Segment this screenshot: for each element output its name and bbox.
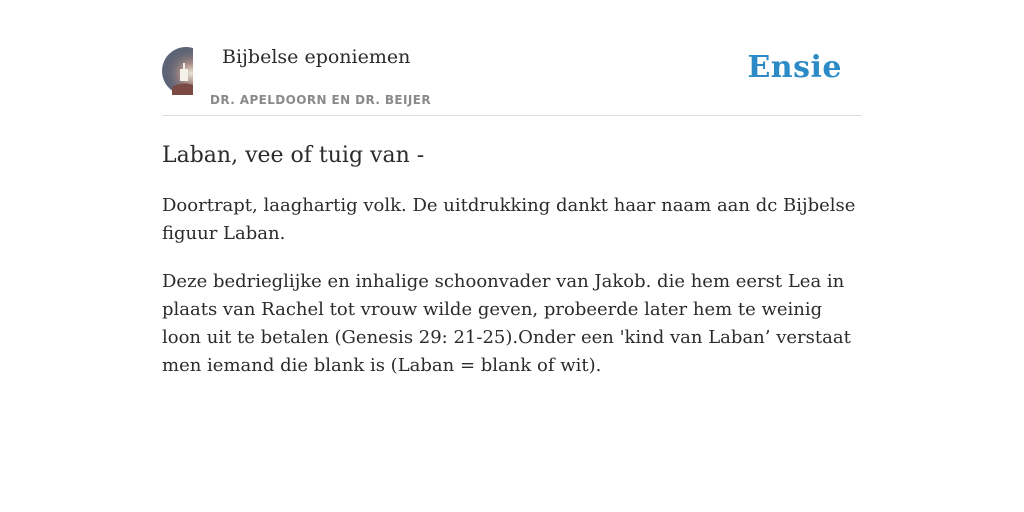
entry-header: [162, 40, 862, 116]
ensie-logo[interactable]: Ensie: [747, 50, 842, 85]
book-cover-thumbnail[interactable]: [162, 47, 193, 95]
entry-title: Laban, vee of tuig van -: [162, 143, 425, 168]
entry-paragraph: Doortrapt, laaghartig volk. De uitdrukking dankt haar naam aan dc Bijbelse figuur Laban.: [162, 195, 856, 244]
book-authors: DR. APELDOORN EN DR. BEIJER: [210, 93, 431, 107]
entry-body: [162, 192, 862, 380]
entry-paragraph: Deze bedrieglijke en inhalige schoonvader van Jakob. die hem eerst Lea in plaats van Rachel tot vrouw wilde geven, probeerde later hem te weinig loon uit te betalen (Genesis 29: 21-25).Onder een 'kind van Laban’ verstaat men iemand die blank is (Laban = blank of wit).: [162, 271, 851, 376]
book-cover-icon: [162, 47, 193, 95]
book-title[interactable]: Bijbelse eponiemen: [222, 46, 411, 68]
entry-card: [162, 40, 862, 380]
